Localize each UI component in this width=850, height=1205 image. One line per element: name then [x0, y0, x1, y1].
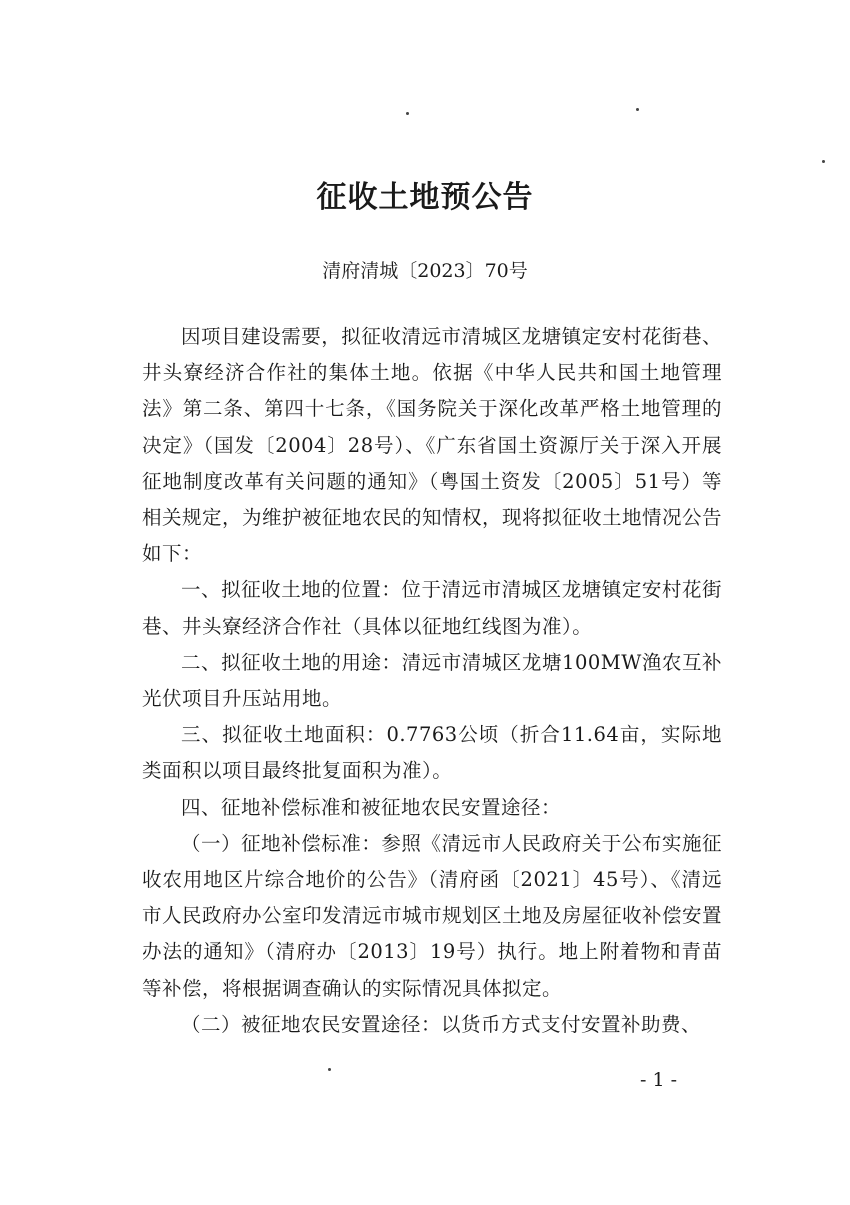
- scan-speck: [328, 1068, 331, 1071]
- scan-speck: [636, 108, 639, 111]
- paragraph-compensation: （一）征地补偿标准：参照《清远市人民政府关于公布实施征收农用地区片综合地价的公告》（清府函〔2021〕45号）、《清远市人民政府办公室印发清远市城市规划区土地及房屋征收补偿安置办法的通知》（清府办〔2013〕19号）执行。地上附着物和青苗等补偿，将根据调查确认的实际情况具体拟定。: [142, 831, 723, 1000]
- page-number: - 1 -: [640, 1069, 678, 1091]
- document-title: 征收土地预公告: [316, 180, 534, 215]
- scan-speck: [822, 160, 825, 163]
- paragraph-purpose: 二、拟征收土地的用途：清远市清城区龙塘100MW渔农互补光伏项目升压站用地。: [142, 650, 722, 711]
- paragraph-section-heading: 四、征地补偿标准和被征地农民安置途径：: [181, 795, 562, 819]
- paragraph-resettlement: （二）被征地农民安置途径：以货币方式支付安置补助费、: [181, 1012, 702, 1036]
- document-body: [142, 319, 722, 1043]
- paragraph-area: 三、拟征收土地面积：0.7763公顷（折合11.64亩，实际地类面积以项目最终批复面积为准）。: [142, 723, 722, 783]
- document-number: 清府清城〔2023〕70号: [322, 260, 528, 282]
- paragraph-intro: 因项目建设需要，拟征收清远市清城区龙塘镇定安村花街巷、井头寮经济合作社的集体土地。依据《中华人民共和国土地管理法》第二条、第四十七条，《国务院关于深化改革严格土地管理的决定》（国发〔2004〕28号）、《广东省国土资源厅关于深入开展征地制度改革有关问题的通知》（粤国土资发〔2005〕51号）等相关规定，为维护被征地农民的知情权，现将拟征收土地情况公告如下：: [142, 325, 723, 566]
- paragraph-location: 一、拟征收土地的位置：位于清远市清城区龙塘镇定安村花街巷、井头寮经济合作社（具体以征地红线图为准）。: [142, 578, 722, 638]
- scan-speck: [406, 112, 409, 115]
